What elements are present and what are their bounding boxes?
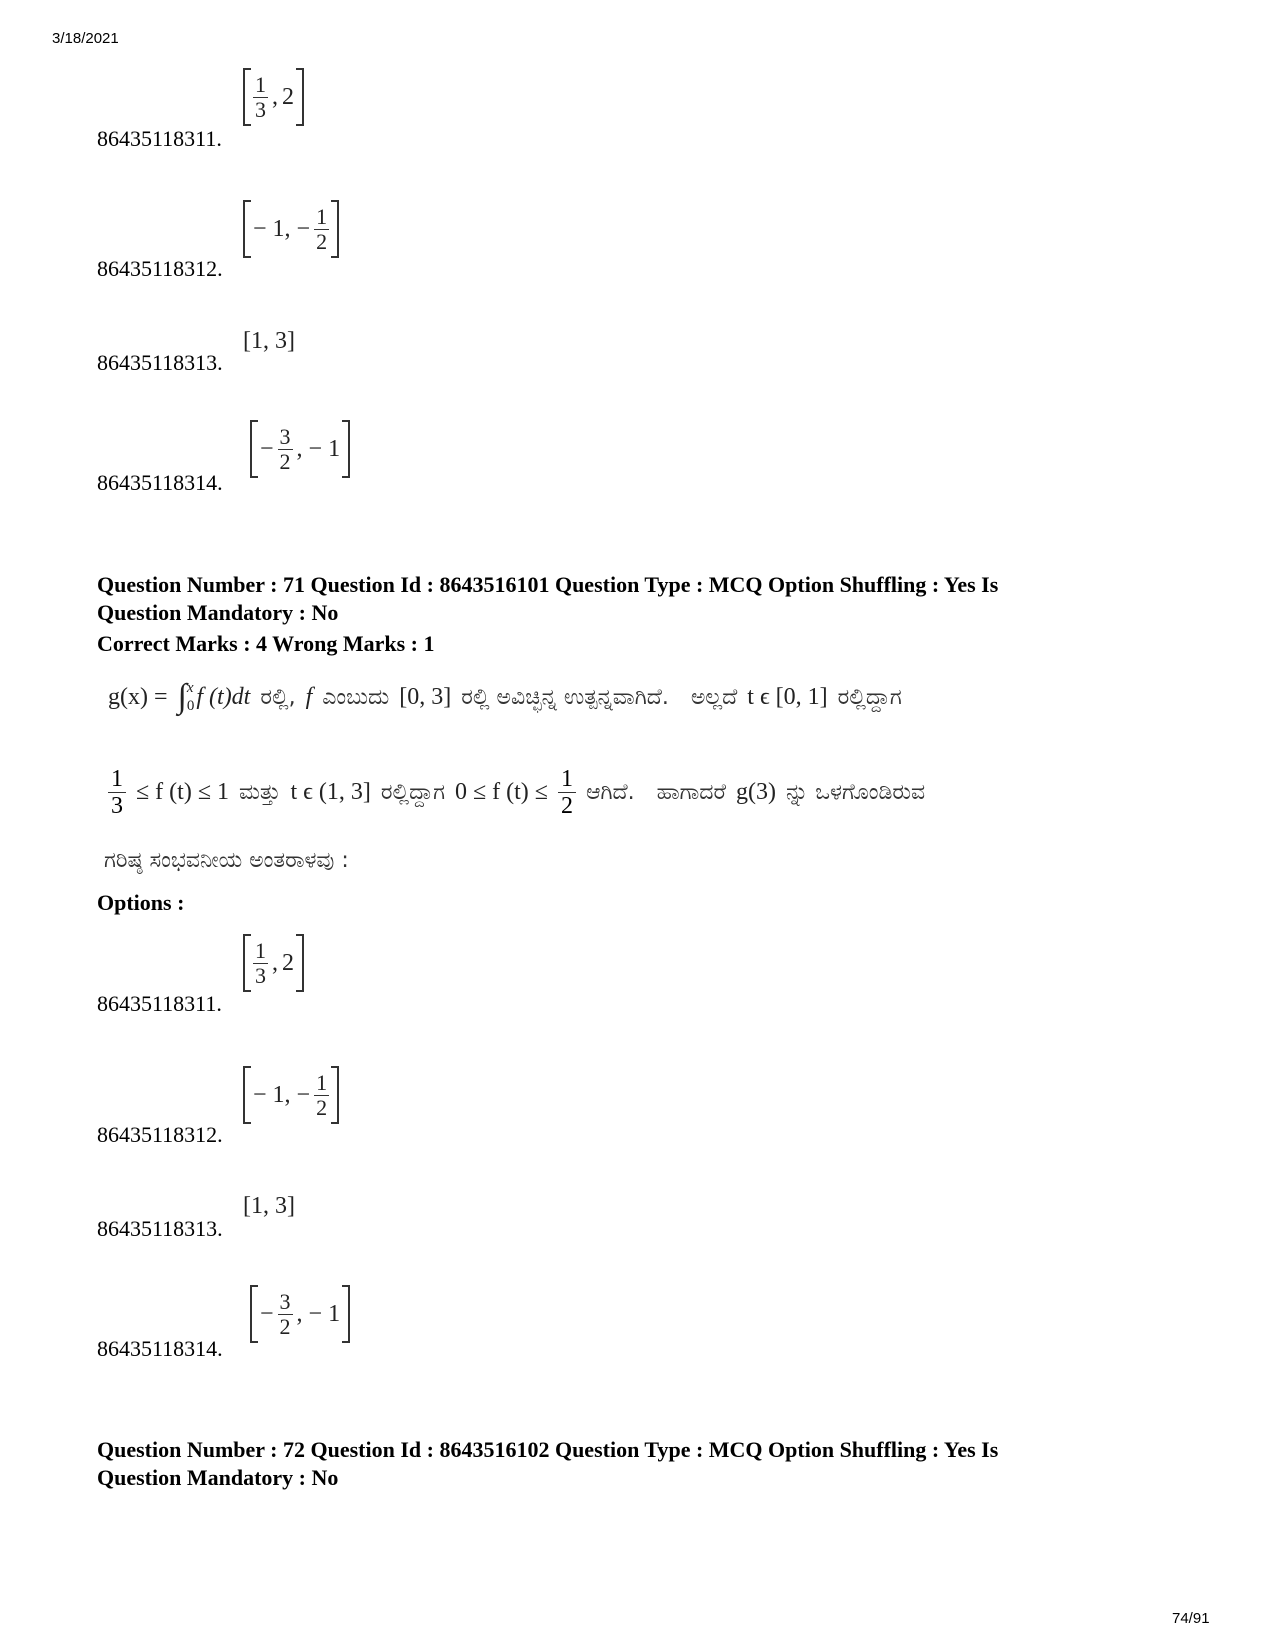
print-date: 3/18/2021 — [52, 30, 119, 47]
q71-stem-line-2: $\frac{1}{3}$ ≤ f (t) ≤ 1 ಮತ್ತು t ϵ (1, 3] ರಲ್ಲಿದ್ದಾಗ 0 ≤ f (t) ≤ $\frac{1}{2}$ ಆಗಿದೆ. ಹಾಗಾದರೆ g(3) ನ್ನು ಒಳಗೊಂಡಿರುವ — [108, 760, 925, 824]
prev-option-1-id: 86435118311. — [97, 126, 222, 151]
q72-heading: Question Number : 72 Question Id : 8643516102 Question Type : MCQ Option Shuffling : Yes Is Question Mandatory : No — [97, 1437, 999, 1490]
q71-stem-line-3: ಗರಿಷ್ಠ ಸಂಭವನೀಯ ಅಂತರಾಳವು : — [104, 848, 349, 873]
prev-option-4-math: − $\frac{3}{2}$ , − 1 — [250, 420, 350, 478]
q71-options-label: Options : — [97, 890, 185, 915]
q71-option-2-math: − 1, − $\frac{1}{2}$ — [243, 1066, 339, 1124]
q71-stem-line-1: g(x) = ∫ x 0 f (t)dt ರಲ್ಲಿ, f ಎಂಬುದು [0, 3] ರಲ್ಲಿ ಅವಿಚ್ಛಿನ್ನ ಉತ್ಪನ್ನವಾಗಿದೆ. ಅಲ್ಲದೆ t ϵ [0, 1] ರಲ್ಲಿದ್ದಾಗ — [108, 678, 902, 715]
prev-option-4-id: 86435118314. — [97, 470, 223, 495]
prev-option-3-id: 86435118313. — [97, 350, 223, 375]
q71-option-2-id: 86435118312. — [97, 1122, 223, 1147]
q71-option-3-math: [1, 3] — [243, 1193, 295, 1219]
prev-option-1-math: $\frac{1}{3}$ , 2 — [243, 68, 304, 126]
prev-option-2-math: − 1, − $\frac{1}{2}$ — [243, 200, 339, 258]
prev-option-3-math: [1, 3] — [243, 328, 295, 354]
q71-heading: Question Number : 71 Question Id : 8643516101 Question Type : MCQ Option Shuffling : Yes Is Question Mandatory : No — [97, 572, 999, 625]
q71-option-3-id: 86435118313. — [97, 1216, 223, 1241]
q71-option-4-id: 86435118314. — [97, 1336, 223, 1361]
q71-marks: Correct Marks : 4 Wrong Marks : 1 — [97, 631, 435, 656]
q71-option-1-id: 86435118311. — [97, 991, 222, 1016]
q71-option-1-math: $\frac{1}{3}$ , 2 — [243, 934, 304, 992]
q71-option-4-math: − $\frac{3}{2}$ , − 1 — [250, 1285, 350, 1343]
prev-option-2-id: 86435118312. — [97, 256, 223, 281]
page-number: 74/91 — [1172, 1610, 1210, 1627]
